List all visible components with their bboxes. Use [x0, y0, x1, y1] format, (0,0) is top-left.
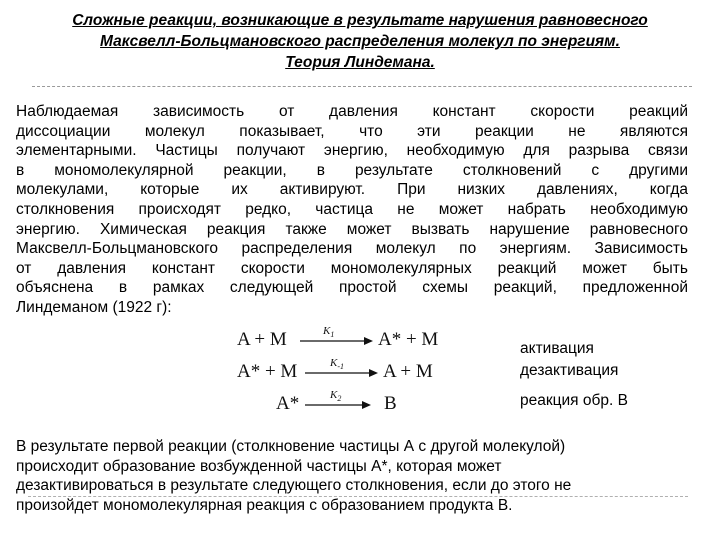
- explanation-line: дезактивироваться в результате следующего столкновения, если до этого не: [16, 477, 572, 495]
- intro-line: молекулами, которые их активируют. При низких давлениях, когда: [16, 181, 688, 199]
- reaction-1-reactants: A + M: [237, 329, 287, 350]
- intro-line: Максвелл-Больцмановского распределения молекул по энергиям. Зависимость: [16, 240, 688, 258]
- explanation-paragraph: [16, 437, 688, 515]
- intro-line: диссоциации молекул показывает, что эти реакции не являются: [16, 122, 688, 140]
- intro-line: энергию. Химическая реакция также может вызвать нарушение равновесного: [16, 220, 688, 238]
- bottom-divider: [28, 496, 688, 497]
- reaction-2-constant: $K_{-1}$: [330, 357, 345, 372]
- reaction-3-products: B: [384, 393, 397, 414]
- reaction-1-products: A* + M: [378, 329, 439, 350]
- reaction-3-constant: $K_2$: [330, 389, 342, 404]
- reaction-3-label: реакция обр. В: [520, 392, 628, 409]
- reaction-1-label: активация: [520, 340, 594, 357]
- title-line-3: Теория Линдемана.: [285, 54, 435, 71]
- explanation-line: происходит образование возбужденной частицы А*, которая может: [16, 457, 502, 475]
- reaction-2-products: A + M: [383, 361, 433, 382]
- intro-line: элементарными. Частицы получают энергию, необходимую для разрыва связи: [16, 142, 688, 160]
- intro-line: Линдеманом (1922 г):: [16, 298, 172, 316]
- explanation-line: В результате первой реакции (столкновение частицы А с другой молекулой): [16, 438, 566, 455]
- intro-line: столкновения происходят редко, частица не может набрать необходимую: [16, 200, 688, 218]
- reaction-2-reactants: A* + M: [237, 361, 298, 382]
- intro-line: от давления констант скорости мономолекулярных реакций может быть: [16, 259, 688, 277]
- intro-line: в мономолекулярной реакции, в результате столкновений с другими: [16, 161, 688, 179]
- explanation-line: произойдет мономолекулярная реакция с образованием продукта В.: [16, 496, 513, 514]
- intro-line: объяснена в рамках следующей простой схемы реакций, предложенной: [16, 279, 688, 297]
- title-line-2: Максвелл-Больцмановского распределения молекул по энергиям.: [100, 33, 620, 50]
- reaction-3-reactants: A*: [276, 393, 300, 414]
- title-line-1: Сложные реакции, возникающие в результате нарушения равновесного: [72, 12, 648, 29]
- reaction-1-constant: $K_1$: [323, 325, 335, 340]
- intro-line: Наблюдаемая зависимость от давления констант скорости реакций: [16, 103, 688, 120]
- reaction-2-label: дезактивация: [520, 362, 619, 379]
